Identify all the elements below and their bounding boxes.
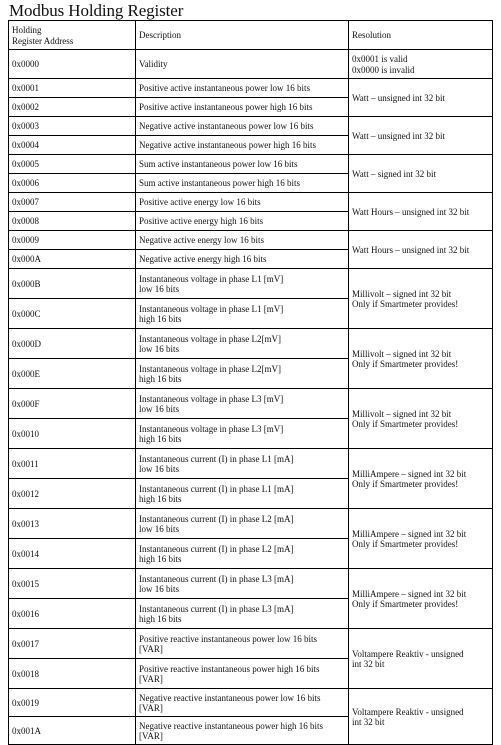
address-cell: 0x000B bbox=[9, 269, 136, 299]
description-cell: Sum active instantaneous power high 16 bits bbox=[136, 174, 349, 193]
description-cell: Instantaneous current (I) in phase L1 [mA] high 16 bits bbox=[136, 479, 349, 509]
description-cell: Validity bbox=[136, 50, 349, 79]
resolution-cell: Watt – unsigned int 32 bit bbox=[349, 117, 493, 155]
table-row bbox=[9, 329, 493, 359]
table-header-row bbox=[9, 21, 493, 50]
resolution-cell: Millivolt – signed int 32 bit Only if Smartmeter provides! bbox=[349, 389, 493, 449]
table-row bbox=[9, 569, 493, 599]
address-cell: 0x000C bbox=[9, 299, 136, 329]
address-cell: 0x0004 bbox=[9, 136, 136, 155]
address-cell: 0x0014 bbox=[9, 539, 136, 569]
address-cell: 0x0006 bbox=[9, 174, 136, 193]
table-row bbox=[9, 231, 493, 250]
description-cell: Instantaneous voltage in phase L2[mV] low 16 bits bbox=[136, 329, 349, 359]
table-row bbox=[9, 269, 493, 299]
resolution-cell: Watt – signed int 32 bit bbox=[349, 155, 493, 193]
address-cell: 0x0002 bbox=[9, 98, 136, 117]
address-cell: 0x0013 bbox=[9, 509, 136, 539]
description-cell: Negative active instantaneous power low 16 bits bbox=[136, 117, 349, 136]
table-row bbox=[9, 509, 493, 539]
resolution-cell: Millivolt – signed int 32 bit Only if Smartmeter provides! bbox=[349, 269, 493, 329]
address-cell: 0x0000 bbox=[9, 50, 136, 79]
address-cell: 0x0007 bbox=[9, 193, 136, 212]
address-cell: 0x0001 bbox=[9, 79, 136, 98]
resolution-cell: MilliAmpere – signed int 32 bit Only if Smartmeter provides! bbox=[349, 449, 493, 509]
address-cell: 0x0018 bbox=[9, 659, 136, 689]
holding-register-table bbox=[8, 20, 493, 745]
table-row bbox=[9, 50, 493, 79]
header-address: Holding Register Address bbox=[9, 21, 136, 50]
description-cell: Negative reactive instantaneous power high 16 bits [VAR] bbox=[136, 717, 349, 745]
resolution-cell: MilliAmpere – signed int 32 bit Only if Smartmeter provides! bbox=[349, 569, 493, 629]
description-cell: Instantaneous current (I) in phase L2 [mA] low 16 bits bbox=[136, 509, 349, 539]
description-cell: Instantaneous current (I) in phase L1 [mA] low 16 bits bbox=[136, 449, 349, 479]
address-cell: 0x000A bbox=[9, 250, 136, 269]
address-cell: 0x0012 bbox=[9, 479, 136, 509]
address-cell: 0x001A bbox=[9, 717, 136, 745]
address-cell: 0x0015 bbox=[9, 569, 136, 599]
address-cell: 0x000F bbox=[9, 389, 136, 419]
table-row bbox=[9, 117, 493, 136]
description-cell: Positive active instantaneous power high 16 bits bbox=[136, 98, 349, 117]
address-cell: 0x0017 bbox=[9, 629, 136, 659]
description-cell: Instantaneous voltage in phase L3 [mV] low 16 bits bbox=[136, 389, 349, 419]
resolution-cell: Watt Hours – unsigned int 32 bit bbox=[349, 231, 493, 269]
address-cell: 0x0016 bbox=[9, 599, 136, 629]
table-row bbox=[9, 689, 493, 717]
address-cell: 0x000D bbox=[9, 329, 136, 359]
description-cell: Negative active energy high 16 bits bbox=[136, 250, 349, 269]
resolution-cell: Voltampere Reaktiv - unsigned int 32 bit bbox=[349, 689, 493, 745]
header-resolution: Resolution bbox=[349, 21, 493, 50]
page-title: Modbus Holding Register bbox=[9, 1, 184, 20]
description-cell: Positive active energy low 16 bits bbox=[136, 193, 349, 212]
description-cell: Instantaneous voltage in phase L3 [mV] high 16 bits bbox=[136, 419, 349, 449]
description-cell: Sum active instantaneous power low 16 bits bbox=[136, 155, 349, 174]
description-cell: Positive reactive instantaneous power high 16 bits [VAR] bbox=[136, 659, 349, 689]
table-row bbox=[9, 449, 493, 479]
description-cell: Instantaneous current (I) in phase L3 [mA] high 16 bits bbox=[136, 599, 349, 629]
description-cell: Instantaneous current (I) in phase L2 [mA] high 16 bits bbox=[136, 539, 349, 569]
table-row bbox=[9, 79, 493, 98]
description-cell: Negative active energy low 16 bits bbox=[136, 231, 349, 250]
description-cell: Instantaneous current (I) in phase L3 [mA] low 16 bits bbox=[136, 569, 349, 599]
address-cell: 0x0010 bbox=[9, 419, 136, 449]
address-cell: 0x0005 bbox=[9, 155, 136, 174]
address-cell: 0x0011 bbox=[9, 449, 136, 479]
resolution-cell: 0x0001 is valid 0x0000 is invalid bbox=[349, 50, 493, 79]
resolution-cell: Watt Hours – unsigned int 32 bit bbox=[349, 193, 493, 231]
description-cell: Instantaneous voltage in phase L1 [mV] low 16 bits bbox=[136, 269, 349, 299]
address-cell: 0x0008 bbox=[9, 212, 136, 231]
address-cell: 0x0019 bbox=[9, 689, 136, 717]
address-cell: 0x0009 bbox=[9, 231, 136, 250]
description-cell: Negative active instantaneous power high 16 bits bbox=[136, 136, 349, 155]
description-cell: Positive active energy high 16 bits bbox=[136, 212, 349, 231]
description-cell: Positive reactive instantaneous power low 16 bits [VAR] bbox=[136, 629, 349, 659]
table-row bbox=[9, 389, 493, 419]
table-row bbox=[9, 629, 493, 659]
header-description: Description bbox=[136, 21, 349, 50]
resolution-cell: Watt – unsigned int 32 bit bbox=[349, 79, 493, 117]
address-cell: 0x0003 bbox=[9, 117, 136, 136]
description-cell: Positive active instantaneous power low 16 bits bbox=[136, 79, 349, 98]
description-cell: Negative reactive instantaneous power low 16 bits [VAR] bbox=[136, 689, 349, 717]
resolution-cell: MilliAmpere – signed int 32 bit Only if Smartmeter provides! bbox=[349, 509, 493, 569]
resolution-cell: Voltampere Reaktiv - unsigned int 32 bit bbox=[349, 629, 493, 689]
resolution-cell: Millivolt – signed int 32 bit Only if Smartmeter provides! bbox=[349, 329, 493, 389]
description-cell: Instantaneous voltage in phase L1 [mV] high 16 bits bbox=[136, 299, 349, 329]
table-row bbox=[9, 193, 493, 212]
description-cell: Instantaneous voltage in phase L2[mV] high 16 bits bbox=[136, 359, 349, 389]
address-cell: 0x000E bbox=[9, 359, 136, 389]
table-row bbox=[9, 155, 493, 174]
